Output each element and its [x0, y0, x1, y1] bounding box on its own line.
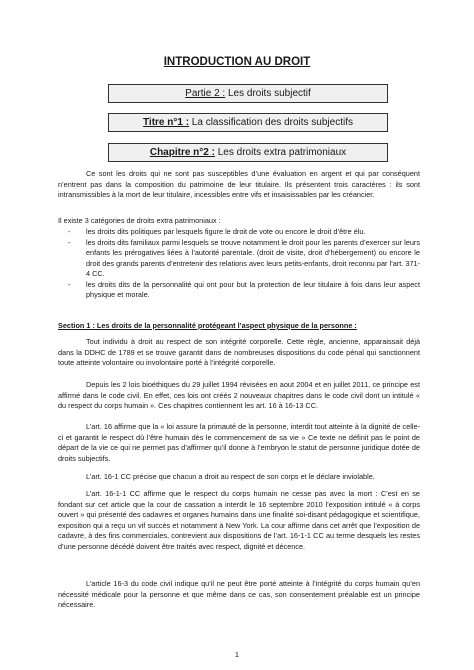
chapitre-label: Chapitre n°2 : [149, 147, 215, 158]
body-paragraph: Tout individu à droit au respect de son intégrité corporelle. Cette règle, ancienne, apparaissait déjà dans la DDHC de 1789 et se trouve garantit dans de nombreuses dispositions du code pénal qui sanctionnent toute atteinte volontaire ou involontaire porté à l’intégrité corporelle. [58, 337, 420, 367]
titre-label: Titre n°1 : [142, 117, 190, 128]
body-paragraph: L’art. 16-1 CC précise que chacun a droit au respect de son corps et le déclare inviolable. [86, 472, 375, 481]
section-text: Les droits de la personnalité protégeant l’aspect physique de la personne : [94, 321, 357, 330]
partie-heading [108, 84, 388, 103]
list-item: - les droits dits politiques par lesquels figure le droit de vote ou encore le droit d’être élu. [58, 227, 420, 238]
partie-label: Partie 2 : [185, 88, 226, 99]
section-heading [58, 321, 420, 332]
document-title: INTRODUCTION AU DROIT [163, 56, 311, 68]
chapitre-text: Les droits extra patrimoniaux [214, 147, 347, 158]
intro-paragraph: Ce sont les droits qui ne sont pas susceptibles d’une évaluation en argent et qui par conséquent n’entrent pas dans la composition du patrimoine de leur titulaire. Ils présentent trois caractères : ils sont intransmissibles à la mort de leur titulaire, incessibles entre vifs et insaisissables par les créancier. [58, 169, 420, 199]
body-paragraph: L’article 16-3 du code civil indique qu’il ne peut être porté atteinte à l’intégrité du corps humain qu’en nécessité médicale pour la personne et que même dans ce cas, son consentement préalable est un principe nécessaire. [58, 579, 420, 609]
section-label: Section 1 : [58, 321, 95, 330]
body-paragraph: L’art. 16 affirme que la « loi assure la primauté de la personne, interdit tout atteinte à la dignité de celle-ci et garantit le respect dû l’être humain dès le commencement de sa vie » Ce texte ne définit pas le point de départ de la vie ce qui ne permet pas d’affirmer qu’il donne à l’embryon le statut de personne juridique dotée de droits subjectifs. [58, 422, 420, 463]
body-paragraph: L’art. 16-1-1 CC affirme que le respect du corps humain ne cesse pas avec la mort : C’est en se fondant sur cet article que la cour de cassation a interdit le 16 septembre 2010 l’exposition intitulé « à corps ouvert » qui présenté des cadavres et organes humains dans une finalité soi-disant pédagogique et scientifique, exposition qui a reçu un vif succès et notamment à New York. La cour affirme dans cet arrêt que l’exposition de cadavre, à des fins commerciales, contrevient aux dispositions de l’art. 16-1-1 CC au terme desquels les restes d’une personne décédé doivent être traités avec respect, dignité et décence. [58, 489, 420, 551]
categories-list [58, 227, 420, 301]
body-paragraph: Depuis les 2 lois bioéthiques du 29 juillet 1994 révisées en aout 2004 et en juillet 2011, ce principe est affirmé dans le code civil. En effet, ces lois ont créés 2 nouveaux chapitres dans le code civil dont un intitulé « du respect du corps humain ». Ces chapitres contiennent les art. 16 à 16-13 CC. [58, 380, 420, 410]
categories-intro: Il existe 3 catégories de droits extra patrimoniaux : [58, 216, 221, 225]
partie-text: Les droits subjectif [225, 88, 311, 99]
list-item: - les droits dits de la personnalité qui ont pour but la protection de leur titulaire à fois dans leur aspect physique et morale. [58, 280, 420, 301]
titre-heading [108, 113, 388, 132]
page-number: 1 [234, 650, 240, 659]
list-item: - les droits dits familiaux parmi lesquels se trouve notamment le droit pour les parents d’exercer sur leurs enfants les prérogatives liées à l’autorité parentale. (droit de visite, droit d’hébergement) ou encore le droit des grands parents d’entretenir des relations avec leurs petits-enfants, droit reconnu par l’art. 371-4 CC. [58, 238, 420, 280]
titre-text: La classification des droits subjectifs [189, 117, 353, 128]
chapitre-heading [108, 143, 388, 162]
